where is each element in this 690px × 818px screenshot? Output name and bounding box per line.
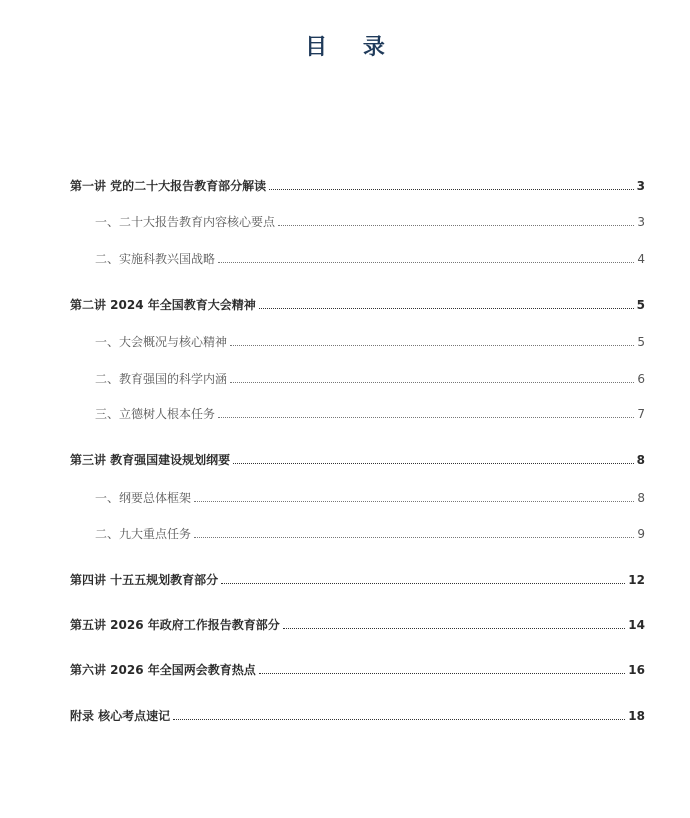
toc-page-number: 5 [636, 298, 645, 312]
toc-page-number: 8 [636, 453, 645, 467]
toc-entry-text: 三、立德树人根本任务 [95, 407, 216, 421]
dot-leader [218, 416, 634, 418]
toc-entry-section[interactable] [95, 213, 645, 231]
toc-entry-chapter-6[interactable] [70, 661, 645, 679]
toc-page-number: 3 [637, 215, 645, 229]
dot-leader [194, 500, 634, 502]
toc-page-number: 8 [637, 491, 645, 505]
dot-leader [259, 672, 626, 674]
toc-page-number: 14 [628, 618, 645, 632]
toc-page-number: 7 [637, 407, 645, 421]
toc-entry-section[interactable] [95, 489, 645, 507]
toc-entry-chapter-5[interactable] [70, 616, 645, 634]
toc-entry-text: 二、教育强国的科学内涵 [95, 372, 228, 386]
toc-page-number: 6 [637, 372, 645, 386]
toc-entry-text: 一、二十大报告教育内容核心要点 [95, 215, 276, 229]
dot-leader [230, 344, 634, 346]
toc-entry-chapter-4[interactable] [70, 571, 645, 589]
toc-entry-text: 第四讲 十五五规划教育部分 [70, 573, 219, 587]
toc-entry-chapter-3[interactable] [70, 451, 645, 469]
toc-page-number: 3 [636, 179, 645, 193]
toc-entry-appendix[interactable] [70, 707, 645, 725]
toc-page-number: 9 [637, 527, 645, 541]
toc-entry-text: 第六讲 2026 年全国两会教育热点 [70, 663, 256, 677]
toc-entry-text: 第二讲 2024 年全国教育大会精神 [70, 298, 256, 312]
toc-entry-section[interactable] [95, 405, 645, 423]
toc-entry-chapter-2[interactable] [70, 296, 645, 314]
dot-leader [259, 307, 634, 309]
dot-leader [194, 536, 634, 538]
toc-entry-text: 第三讲 教育强国建设规划纲要 [70, 453, 231, 467]
dot-leader [278, 224, 634, 226]
toc-page-number: 18 [628, 709, 645, 723]
dot-leader [218, 261, 634, 263]
dot-leader [221, 582, 625, 584]
toc-entry-section[interactable] [95, 525, 645, 543]
dot-leader [269, 188, 633, 190]
toc-entry-text: 一、大会概况与核心精神 [95, 335, 228, 349]
toc-entry-chapter-1[interactable] [70, 177, 645, 195]
toc-entry-text: 附录 核心考点速记 [70, 709, 171, 723]
toc-entry-text: 一、纲要总体框架 [95, 491, 192, 505]
dot-leader [283, 627, 626, 629]
toc-page-number: 16 [628, 663, 645, 677]
dot-leader [230, 381, 634, 383]
dot-leader [173, 718, 625, 720]
toc-page-number: 12 [628, 573, 645, 587]
toc-entry-text: 二、九大重点任务 [95, 527, 192, 541]
toc-entry-section[interactable] [95, 250, 645, 268]
toc-page-number: 5 [637, 335, 645, 349]
toc-entry-section[interactable] [95, 370, 645, 388]
toc-entry-section[interactable] [95, 333, 645, 351]
toc-page-number: 4 [637, 252, 645, 266]
toc-entry-text: 第五讲 2026 年政府工作报告教育部分 [70, 618, 280, 632]
toc-title: 目 录 [305, 35, 399, 60]
dot-leader [233, 462, 633, 464]
toc-entry-text: 二、实施科教兴国战略 [95, 252, 216, 266]
toc-entry-text: 第一讲 党的二十大报告教育部分解读 [70, 179, 267, 193]
